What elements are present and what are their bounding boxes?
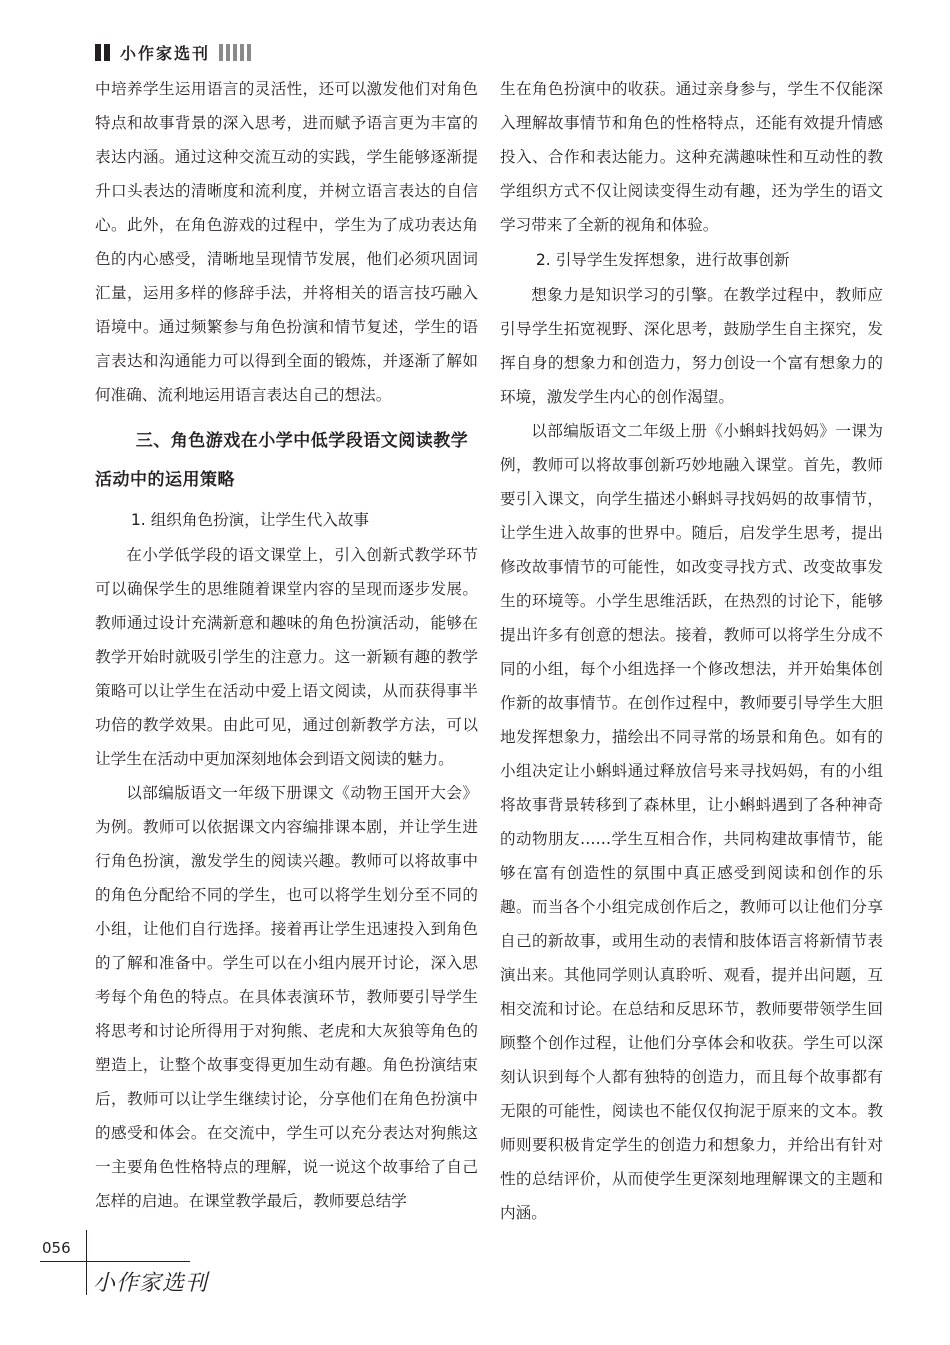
paragraph: 以部编版语文二年级上册《小蝌蚪找妈妈》一课为例，教师可以将故事创新巧妙地融入课堂。首先，教师要引入课文，向学生描述小蝌蚪寻找妈妈的故事情节，让学生进入故事的世界中。随后，启发学生思考，提出修改故事情节的可能性，如改变寻找方式、改变故事发生的环境等。小学生思维活跃，在热烈的讨论下，能够提出许多有创意的想法。接着，教师可以将学生分成不同的小组，每个小组选择一个修改想法，并开始集体创作新的故事情节。在创作过程中，教师要引导学生大胆地发挥想象力，描绘出不同寻常的场景和角色。如有的小组决定让小蝌蚪通过释放信号来寻找妈妈，有的小组将故事背景转移到了森林里，让小蝌蚪遇到了各种神奇的动物朋友……学生互相合作，共同构建故事情节，能够在富有创造性的氛围中真正感受到阅读和创作的乐趣。而当各个小组完成创作后之，教师可以让他们分享自己的新故事，或用生动的表情和肢体语言将新情节表演出来。其他同学则认真聆听、观看，提并出问题，互相交流和讨论。在总结和反思环节，教师要带领学生回顾整个创作过程，让他们分享体会和收获。学生可以深刻认识到每个人都有独特的创造力，而且每个故事都有无限的可能性，阅读也不能仅仅拘泥于原来的文本。教师则要积极肯定学生的创造力和想象力，并给出有针对性的总结评价，从而使学生更深刻地理解课文的主题和内涵。 bbox=[500, 422, 883, 1222]
paragraph: 在小学低学段的语文课堂上，引入创新式教学环节可以确保学生的思维随着课堂内容的呈现而逐步发展。教师通过设计充满新意和趣味的角色扮演活动，能够在教学开始时就吸引学生的注意力。这一新颖有趣的教学策略可以让学生在活动中爱上语文阅读，从而获得事半功倍的教学效果。由此可见，通过创新教学方法，可以让学生在活动中更加深刻地体会到语文阅读的魅力。 bbox=[95, 546, 478, 768]
header-bars-left-icon bbox=[95, 44, 110, 61]
footer-divider bbox=[40, 1261, 190, 1262]
header-bars-right-icon bbox=[219, 44, 251, 61]
subheading-role-play: 1. 组织角色扮演，让学生代入故事 bbox=[130, 511, 370, 529]
subheading-imagination: 2. 引导学生发挥想象，进行故事创新 bbox=[535, 251, 790, 269]
paragraph-continued: 生在角色扮演中的收获。通过亲身参与，学生不仅能深入理解故事情节和角色的性格特点，还能有效提升情感投入、合作和表达能力。这种充满趣味性和互动性的教学组织方式不仅让阅读变得生动有趣，还为学生的语文学习带来了全新的视角和体验。 bbox=[500, 80, 883, 234]
section-heading: 三、角色游戏在小学中低学段语文阅读教学活动中的运用策略 bbox=[95, 431, 469, 490]
paragraph: 以部编版语文一年级下册课文《动物王国开大会》为例。教师可以依据课文内容编排课本剧，并让学生进行角色扮演，激发学生的阅读兴趣。教师可以将故事中的角色分配给不同的学生，也可以将学生划分至不同的小组，让他们自行选择。接着再让学生迅速投入到角色的了解和准备中。学生可以在小组内展开讨论，深入思考每个角色的特点。在具体表演环节，教师要引导学生将思考和讨论所得用于对狗熊、老虎和大灰狼等角色的塑造上，让整个故事变得更加生动有趣。角色扮演结束后，教师可以让学生继续讨论，分享他们在角色扮演中的感受和体会。在交流中，学生可以充分表达对狗熊这一主要角色性格特点的理解，说一说这个故事给了自己怎样的启迪。在课堂教学最后，教师要总结学 bbox=[95, 784, 478, 1210]
page-number: 056 bbox=[42, 1239, 71, 1257]
running-header bbox=[95, 38, 251, 66]
footer-logo: 小作家选刊 bbox=[93, 1271, 209, 1296]
left-column bbox=[95, 72, 478, 1218]
journal-title: 小作家选刊 bbox=[120, 43, 211, 63]
right-column bbox=[500, 72, 883, 1230]
footer-vertical-divider bbox=[86, 1230, 87, 1295]
paragraph: 想象力是知识学习的引擎。在教学过程中，教师应引导学生拓宽视野、深化思考，鼓励学生自主探究，发挥自身的想象力和创造力，努力创设一个富有想象力的环境，激发学生内心的创作渴望。 bbox=[500, 286, 883, 406]
paragraph-continued: 中培养学生运用语言的灵活性，还可以激发他们对角色特点和故事背景的深入思考，进而赋予语言更为丰富的表达内涵。通过这种交流互动的实践，学生能够逐渐提升口头表达的清晰度和流利度，并树立语言表达的自信心。此外，在角色游戏的过程中，学生为了成功表达角色的内心感受，清晰地呈现情节发展，他们必须巩固词汇量，运用多样的修辞手法，并将相关的语言技巧融入语境中。通过频繁参与角色扮演和情节复述，学生的语言表达和沟通能力可以得到全面的锻炼，并逐渐了解如何准确、流利地运用语言表达自己的想法。 bbox=[95, 80, 478, 404]
